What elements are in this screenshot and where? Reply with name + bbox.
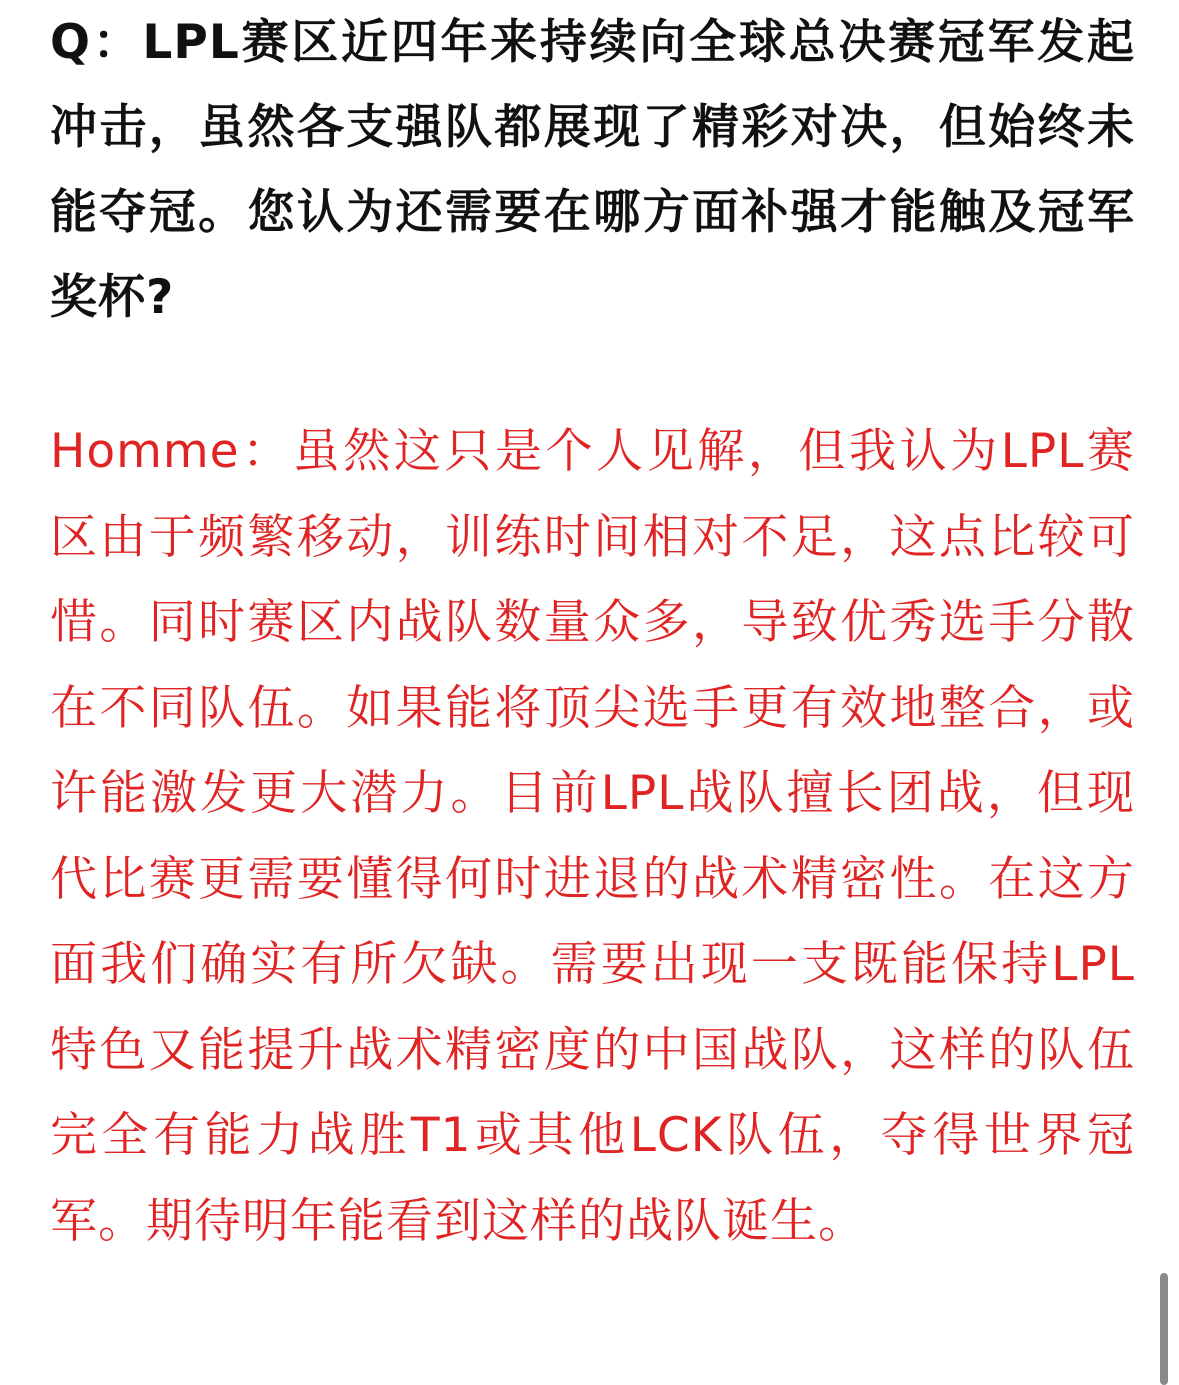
interview-question: Q：LPL赛区近四年来持续向全球总决赛冠军发起冲击，虽然各支强队都展现了精彩对决，但始终未能夺冠。您认为还需要在哪方面补强才能触及冠军奖杯? bbox=[50, 15, 1135, 325]
article-body bbox=[50, 0, 1135, 1264]
vertical-scrollbar[interactable] bbox=[1160, 1273, 1168, 1385]
interview-answer: Homme：虽然这只是个人见解，但我认为LPL赛区由于频繁移动，训练时间相对不足，这点比较可惜。同时赛区内战队数量众多，导致优秀选手分散在不同队伍。如果能将顶尖选手更有效地整合，或许能激发更大潜力。目前LPL战队擅长团战，但现代比赛更需要懂得何时进退的战术精密性。在这方面我们确实有所欠缺。需要出现一支既能保持LPL特色又能提升战术精密度的中国战队，这样的队伍完全有能力战胜T1或其他LCK队伍，夺得世界冠军。期待明年能看到这样的战队诞生。 bbox=[50, 424, 1135, 1249]
